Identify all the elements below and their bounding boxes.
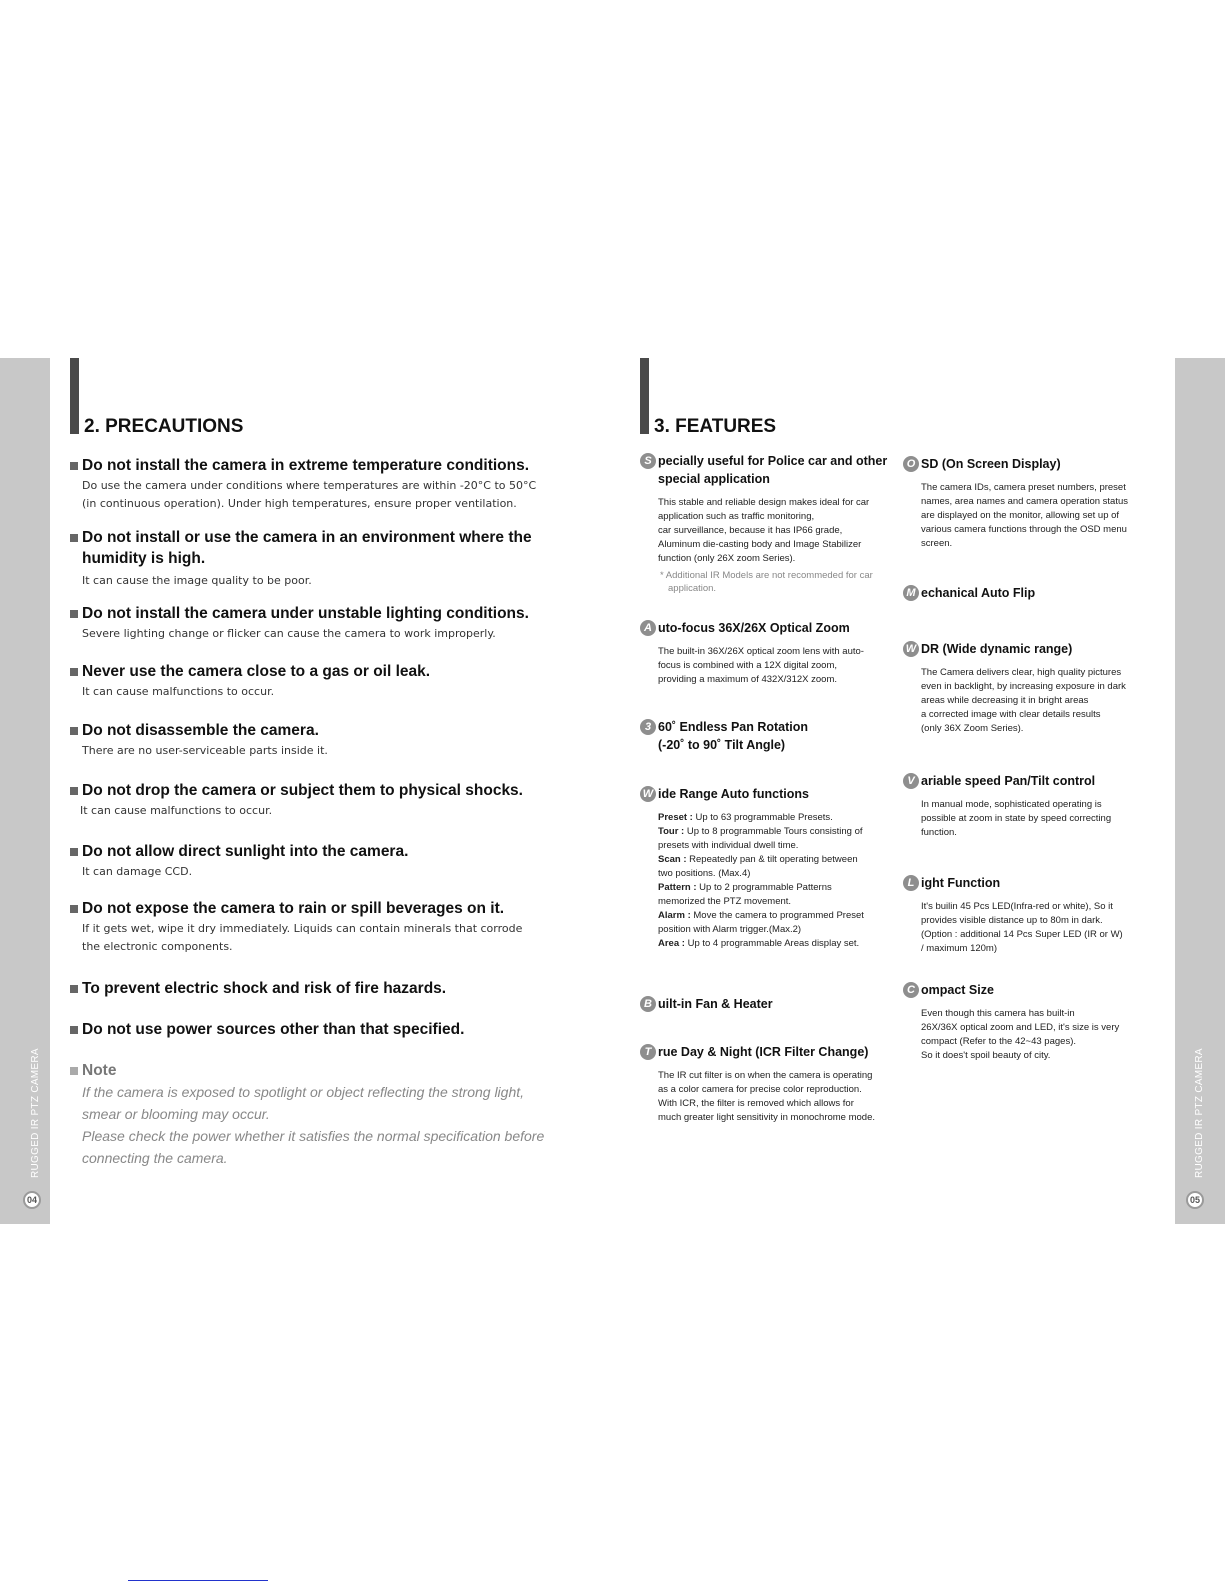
section-bar-precautions [70, 358, 79, 434]
precaution-text: It can cause the image quality to be poor. [82, 574, 312, 587]
bullet-square-icon [70, 1067, 78, 1075]
precaution-heading: To prevent electric shock and risk of fire hazards. [70, 978, 610, 999]
bullet-square-icon [70, 534, 78, 542]
precaution-heading: Do not allow direct sunlight into the camera. [70, 841, 610, 862]
note-line: Please check the power whether it satisfies the normal specification before [82, 1128, 545, 1144]
side-label-right: RUGGED IR PTZ CAMERA [1194, 1048, 1205, 1178]
bullet-square-icon [70, 727, 78, 735]
letter-t-icon: T [640, 1044, 656, 1060]
precaution-text: If it gets wet, wipe it dry immediately. Liquids can contain minerals that corrode [82, 922, 523, 935]
number-3-icon: 3 [640, 719, 656, 735]
feature-text: The IR cut filter is on when the camera is operating as a color camera for precise color reproduction. With ICR, the filter is removed which allows for much greater light sensitivity in monochrome mode. [658, 1070, 876, 1123]
feature-heading: V ariable speed Pan/Tilt control [903, 772, 1153, 790]
precaution-item-10 [70, 1019, 610, 1040]
feature-fan-heater [640, 995, 890, 1013]
feature-pan-rotation [640, 718, 890, 754]
feature-heading: A uto-focus 36X/26X Optical Zoom [640, 619, 890, 637]
page-number-left: 04 [23, 1191, 41, 1209]
precaution-item-4 [70, 661, 610, 702]
precaution-text: Do use the camera under conditions where temperatures are within -20°C to 50°C [82, 479, 537, 492]
precaution-heading: Do not disassemble the camera. [70, 720, 610, 741]
letter-s-icon: S [640, 453, 656, 469]
section-bar-features [640, 358, 649, 434]
feature-text: The camera IDs, camera preset numbers, preset names, area names and camera operation status are displayed on the monitor, allowing set up of various camera functions through the OSD menu screen. [921, 482, 1129, 549]
feature-heading: T rue Day & Night (ICR Filter Change) [640, 1043, 890, 1061]
bullet-square-icon [70, 985, 78, 993]
letter-c-icon: C [903, 982, 919, 998]
precaution-heading: Do not drop the camera or subject them to physical shocks. [70, 780, 610, 801]
note-line: smear or blooming may occur. [82, 1106, 270, 1122]
feature-heading-cont: special application [658, 472, 770, 486]
precaution-text: It can cause malfunctions to occur. [82, 685, 275, 698]
precaution-text: (in continuous operation). Under high temperatures, ensure proper ventilation. [82, 497, 517, 510]
precaution-heading: Do not install the camera in extreme temperature conditions. [70, 455, 610, 476]
feature-text: In manual mode, sophisticated operating is possible at zoom in state by speed correcting function. [921, 799, 1112, 838]
precaution-item-2 [70, 527, 610, 591]
feature-heading: W ide Range Auto functions [640, 785, 890, 803]
letter-v-icon: V [903, 773, 919, 789]
precaution-heading: Do not install or use the camera in an environment where the [70, 527, 610, 548]
precaution-text: Severe lighting change or flicker can cause the camera to work improperly. [82, 627, 496, 640]
letter-a-icon: A [640, 620, 656, 636]
side-label-left: RUGGED IR PTZ CAMERA [30, 1048, 41, 1178]
letter-w-icon: W [640, 786, 656, 802]
feature-wdr [903, 640, 1153, 736]
feature-text: Preset : Up to 63 programmable Presets. Tour : Up to 8 programmable Tours consisting of presets with individual dwell time. Scan : Repeatedly pan & tilt operating between two positions. (Max.4) Pattern : Up to 2 programmable Patterns memorized the PTZ movement. Alarm : Move the camera to programmed Preset position with Alarm trigger.(Max.2) Area : Up to 4 programmable Areas display set. [658, 812, 864, 949]
precaution-item-1 [70, 455, 610, 514]
bullet-square-icon [70, 610, 78, 618]
feature-heading: S pecially useful for Police car and other [640, 452, 890, 470]
precaution-heading: Do not expose the camera to rain or spill beverages on it. [70, 898, 610, 919]
bullet-square-icon [70, 462, 78, 470]
feature-special-application [640, 452, 890, 595]
precaution-heading: Never use the camera close to a gas or oil leak. [70, 661, 610, 682]
feature-compact-size [903, 981, 1153, 1063]
precaution-item-3 [70, 603, 610, 644]
feature-footnote: * Additional IR Models are not recommeded for car application. [660, 570, 873, 594]
bullet-square-icon [70, 848, 78, 856]
note-line: If the camera is exposed to spotlight or object reflecting the strong light, [82, 1084, 525, 1100]
feature-text: Even though this camera has built-in 26X/36X optical zoom and LED, it's size is very compact (Refer to the 42~43 pages). So it does't spoil beauty of city. [921, 1008, 1120, 1061]
feature-heading-cont: (-20˚ to 90˚ Tilt Angle) [658, 738, 786, 752]
bullet-square-icon [70, 905, 78, 913]
precaution-item-9 [70, 978, 610, 999]
precaution-item-5 [70, 720, 610, 761]
letter-b-icon: B [640, 996, 656, 1012]
precaution-text: the electronic components. [82, 940, 233, 953]
feature-auto-functions [640, 785, 890, 951]
precaution-heading: Do not use power sources other than that specified. [70, 1019, 610, 1040]
feature-variable-speed [903, 772, 1153, 840]
feature-light [903, 874, 1153, 956]
feature-heading: L ight Function [903, 874, 1153, 892]
left-side-strip [0, 358, 50, 1224]
feature-text: This stable and reliable design makes ideal for car application such as traffic monitoring, car surveillance, because it has IP66 grade, Aluminum die-casting body and Image Stabilizer function (only 26X zoom Series). [658, 497, 870, 564]
underline-link-artifact [128, 1580, 268, 1581]
precaution-text: It can damage CCD. [82, 865, 193, 878]
feature-heading: 3 60˚ Endless Pan Rotation [640, 718, 890, 736]
precaution-item-6 [70, 780, 610, 821]
letter-o-icon: O [903, 456, 919, 472]
right-side-strip [1175, 358, 1225, 1224]
feature-heading: M echanical Auto Flip [903, 584, 1153, 602]
bullet-square-icon [70, 668, 78, 676]
precaution-item-7 [70, 841, 610, 882]
feature-text: It's builin 45 Pcs LED(Infra-red or white), So it provides visible distance up to 80m in dark. (Option : additional 14 Pcs Super LED (IR or W) / maximum 120m) [921, 901, 1123, 954]
note-heading: Note [70, 1060, 610, 1081]
feature-heading: C ompact Size [903, 981, 1153, 999]
letter-l-icon: L [903, 875, 919, 891]
precaution-heading: Do not install the camera under unstable lighting conditions. [70, 603, 610, 624]
page-number-right: 05 [1186, 1191, 1204, 1209]
bullet-square-icon [70, 1026, 78, 1034]
feature-heading: B uilt-in Fan & Heater [640, 995, 890, 1013]
precautions-title: 2. PRECAUTIONS [84, 416, 244, 437]
feature-auto-flip [903, 584, 1153, 602]
feature-day-night [640, 1043, 890, 1125]
features-title: 3. FEATURES [654, 416, 777, 437]
letter-m-icon: M [903, 585, 919, 601]
feature-text: The built-in 36X/26X optical zoom lens with auto- focus is combined with a 12X digital zoom, providing a maximum of 432X/312X zoom. [658, 646, 864, 685]
letter-w-icon: W [903, 641, 919, 657]
feature-autofocus [640, 619, 890, 687]
bullet-square-icon [70, 787, 78, 795]
feature-osd [903, 455, 1153, 551]
note-line: connecting the camera. [82, 1150, 228, 1166]
precaution-item-8 [70, 898, 610, 957]
feature-text: The Camera delivers clear, high quality pictures even in backlight, by increasing exposure in dark areas while decreasing it in bright areas a corrected image with clear details results (only 36X Zoom Series). [921, 667, 1126, 734]
feature-heading: O SD (On Screen Display) [903, 455, 1153, 473]
feature-heading: W DR (Wide dynamic range) [903, 640, 1153, 658]
precaution-text: There are no user-serviceable parts inside it. [82, 744, 328, 757]
precaution-heading-cont: humidity is high. [82, 550, 206, 567]
precaution-note [70, 1060, 610, 1169]
precaution-text: It can cause malfunctions to occur. [80, 804, 273, 817]
